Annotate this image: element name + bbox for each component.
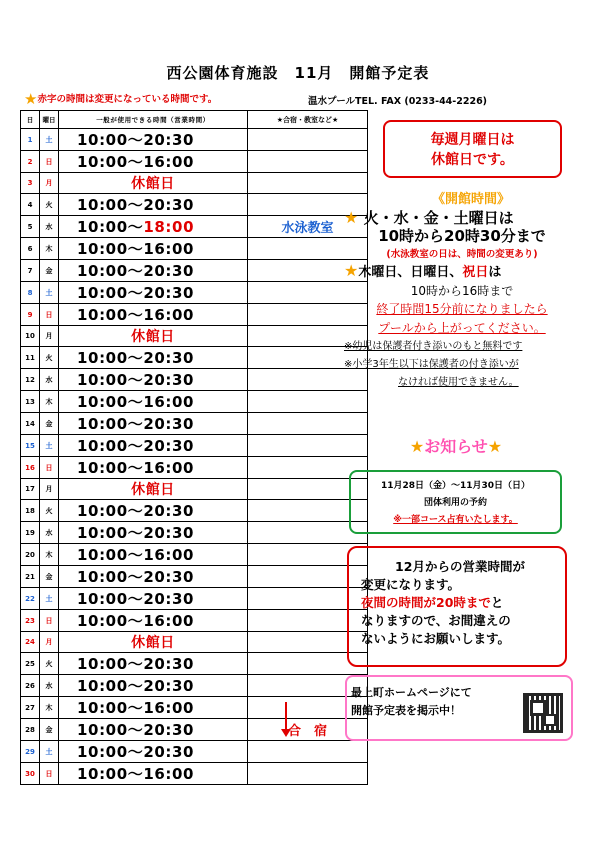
hours-cell: 10:00～16:00	[59, 697, 248, 719]
schedule-table	[20, 110, 368, 785]
weekday-cell: 月	[40, 173, 59, 194]
hours-line4a: 木曜日、日曜日、	[358, 265, 463, 280]
hours-cell: 休館日	[59, 326, 248, 347]
day-cell: 1	[21, 129, 40, 151]
weekday-cell: 月	[40, 632, 59, 653]
hours-line5: 10時から16時まで	[410, 284, 514, 298]
header-day: 日	[21, 111, 40, 129]
news-title	[346, 434, 566, 457]
hours-title: 《開館時間》	[431, 192, 510, 207]
weekday-cell: 水	[40, 522, 59, 544]
subheader	[24, 90, 584, 108]
hours-cell: 休館日	[59, 173, 248, 194]
hours-line4b: 祝日	[462, 265, 489, 280]
day-cell: 9	[21, 304, 40, 326]
change-line3: 夜間の時間が20時まで	[361, 595, 491, 610]
day-cell: 30	[21, 763, 40, 785]
change-line5: ないようにお願いします。	[361, 631, 511, 646]
day-cell: 24	[21, 632, 40, 653]
star-icon: ★	[24, 90, 38, 108]
weekday-cell: 金	[40, 719, 59, 741]
hours-cell: 10:00～20:30	[59, 500, 248, 522]
day-cell: 5	[21, 216, 40, 238]
weekday-cell: 金	[40, 413, 59, 435]
hours-cell: 10:00～20:30	[59, 369, 248, 391]
closed-day-line1: 毎週月曜日は	[430, 132, 515, 148]
weekday-cell: 土	[40, 435, 59, 457]
table-row	[21, 675, 368, 697]
day-cell: 28	[21, 719, 40, 741]
hours-change-box	[347, 546, 567, 667]
hours-cell: 休館日	[59, 479, 248, 500]
day-cell: 6	[21, 238, 40, 260]
table-row	[21, 304, 368, 326]
table-row	[21, 435, 368, 457]
event-cell	[248, 129, 368, 151]
day-cell: 10	[21, 326, 40, 347]
weekday-cell: 土	[40, 282, 59, 304]
hours-cell: 10:00～16:00	[59, 544, 248, 566]
table-row	[21, 610, 368, 632]
booking-line3: ※一部コース占有いたします。	[393, 515, 518, 525]
event-cell: 水泳教室	[248, 216, 368, 238]
weekday-cell: 火	[40, 500, 59, 522]
hours-cell: 休館日	[59, 632, 248, 653]
header-hours: 一般が使用できる時間（営業時間）	[59, 111, 248, 129]
day-cell: 13	[21, 391, 40, 413]
day-cell: 25	[21, 653, 40, 675]
day-cell: 14	[21, 413, 40, 435]
table-row	[21, 216, 368, 238]
hours-cell: 10:00～16:00	[59, 151, 248, 173]
table-row	[21, 741, 368, 763]
hours-cell: 10:00～20:30	[59, 413, 248, 435]
weekday-cell: 土	[40, 129, 59, 151]
hours-cell: 10:00～20:30	[59, 566, 248, 588]
hours-cell: 10:00～20:30	[59, 282, 248, 304]
weekday-cell: 木	[40, 544, 59, 566]
table-row	[21, 763, 368, 785]
hours-start: 10:00～	[77, 218, 144, 236]
star-icon: ★	[344, 261, 359, 280]
hours-cell: 10:00～20:30	[59, 435, 248, 457]
event-cell	[248, 391, 368, 413]
change-line3b: と	[490, 595, 504, 610]
hours-cell: 10:00～20:30	[59, 588, 248, 610]
arrow-line	[285, 702, 287, 732]
weekday-cell: 月	[40, 479, 59, 500]
day-cell: 21	[21, 566, 40, 588]
hours-line6: 終了時間15分前になりましたら	[376, 302, 548, 316]
table-row	[21, 238, 368, 260]
weekday-cell: 日	[40, 610, 59, 632]
hours-line4c: は	[488, 265, 502, 280]
day-cell: 16	[21, 457, 40, 479]
table-row	[21, 151, 368, 173]
hours-end-changed: 18:00	[143, 218, 195, 236]
day-cell: 26	[21, 675, 40, 697]
hours-line7: プールから上がってください。	[378, 321, 546, 335]
qr-code-icon[interactable]	[523, 693, 563, 733]
hours-cell: 10:00～20:30	[59, 129, 248, 151]
day-cell: 3	[21, 173, 40, 194]
table-header-row	[21, 111, 368, 129]
hours-cell: 10:00～16:00	[59, 610, 248, 632]
header-weekday: 曜日	[40, 111, 59, 129]
table-row	[21, 479, 368, 500]
hours-cell: 10:00～16:00	[59, 304, 248, 326]
change-line1: 12月からの営業時間が	[395, 559, 525, 574]
day-cell: 19	[21, 522, 40, 544]
weekday-cell: 日	[40, 763, 59, 785]
weekday-cell: 水	[40, 675, 59, 697]
hours-note3: なければ使用できません。	[398, 377, 519, 388]
hours-note1: ※幼児は保護者付き添いのもと無料です	[344, 341, 523, 352]
day-cell: 15	[21, 435, 40, 457]
booking-line1: 11月28日（金）～11月30日（日）	[380, 481, 531, 491]
star-icon: ★	[344, 208, 359, 227]
day-cell: 17	[21, 479, 40, 500]
hours-line2: 10時から20時30分まで	[378, 227, 546, 245]
day-cell: 12	[21, 369, 40, 391]
homepage-line1: 最上町ホームページにて	[351, 686, 472, 699]
hours-note2: ※小学3年生以下は保護者の付き添いが	[344, 359, 519, 370]
table-row	[21, 653, 368, 675]
weekday-cell: 火	[40, 347, 59, 369]
event-cell	[248, 763, 368, 785]
star-icon: ★	[409, 437, 425, 456]
hours-cell: 10:00～16:00	[59, 763, 248, 785]
contact-info: 温水プールTEL. FAX (0233-44-2226)	[308, 96, 488, 107]
weekday-cell: 土	[40, 588, 59, 610]
table-row	[21, 369, 368, 391]
hours-line3: (水泳教室の日は、時間の変更あり)	[386, 249, 538, 260]
table-row	[21, 194, 368, 216]
weekday-cell: 火	[40, 653, 59, 675]
weekday-cell: 水	[40, 216, 59, 238]
event-cell	[248, 151, 368, 173]
table-row	[21, 522, 368, 544]
hours-cell: 10:00～20:30	[59, 260, 248, 282]
weekday-cell: 木	[40, 391, 59, 413]
event-cell: 合 宿	[248, 719, 368, 741]
hours-cell: 10:00～16:00	[59, 391, 248, 413]
table-row	[21, 457, 368, 479]
news-title-text: お知らせ	[424, 437, 488, 456]
weekday-cell: 金	[40, 260, 59, 282]
hours-cell: 10:00～20:30	[59, 719, 248, 741]
group-booking-box	[349, 470, 562, 534]
weekday-cell: 火	[40, 194, 59, 216]
day-cell: 18	[21, 500, 40, 522]
weekday-cell: 月	[40, 326, 59, 347]
red-time-notice: 赤字の時間は変更になっている時間です。	[37, 94, 218, 105]
day-cell: 7	[21, 260, 40, 282]
hours-cell: 10:00～20:30	[59, 741, 248, 763]
page-title: 西公園体育施設 11月 開館予定表	[166, 64, 430, 82]
hours-cell: 10:00～20:30	[59, 194, 248, 216]
day-cell: 22	[21, 588, 40, 610]
hours-cell	[59, 216, 248, 238]
weekday-cell: 水	[40, 369, 59, 391]
event-cell	[248, 413, 368, 435]
table-row	[21, 544, 368, 566]
change-line4: なりますので、お間違えの	[361, 613, 511, 628]
table-row	[21, 413, 368, 435]
closed-day-line2: 休館日です。	[431, 152, 514, 168]
weekday-cell: 日	[40, 151, 59, 173]
hours-cell: 10:00～20:30	[59, 522, 248, 544]
table-row	[21, 129, 368, 151]
weekday-cell: 木	[40, 238, 59, 260]
change-line2: 変更になります。	[361, 577, 461, 592]
day-cell: 23	[21, 610, 40, 632]
table-row	[21, 632, 368, 653]
day-cell: 11	[21, 347, 40, 369]
day-cell: 20	[21, 544, 40, 566]
hours-cell: 10:00～20:30	[59, 347, 248, 369]
table-row	[21, 326, 368, 347]
table-row	[21, 391, 368, 413]
weekday-cell: 日	[40, 457, 59, 479]
opening-hours-section	[344, 188, 580, 392]
table-row	[21, 588, 368, 610]
hours-line1: 火・水・金・土曜日は	[363, 209, 514, 227]
day-cell: 27	[21, 697, 40, 719]
weekday-cell: 木	[40, 697, 59, 719]
day-cell: 4	[21, 194, 40, 216]
header-events: ★合宿・教室など★	[248, 111, 368, 129]
table-row	[21, 566, 368, 588]
weekday-cell: 日	[40, 304, 59, 326]
hours-cell: 10:00～16:00	[59, 457, 248, 479]
table-row	[21, 500, 368, 522]
booking-line2: 団体利用の予約	[423, 498, 487, 508]
homepage-box	[345, 675, 573, 741]
hours-cell: 10:00～20:30	[59, 675, 248, 697]
day-cell: 29	[21, 741, 40, 763]
arrow-down-icon	[281, 729, 291, 737]
star-icon: ★	[487, 437, 503, 456]
table-row	[21, 260, 368, 282]
weekday-cell: 金	[40, 566, 59, 588]
hours-cell: 10:00～20:30	[59, 653, 248, 675]
table-row	[21, 282, 368, 304]
event-cell	[248, 741, 368, 763]
table-row	[21, 173, 368, 194]
table-row	[21, 347, 368, 369]
closed-day-box	[383, 120, 562, 178]
day-cell: 2	[21, 151, 40, 173]
hours-cell: 10:00～16:00	[59, 238, 248, 260]
table-row	[21, 719, 368, 741]
day-cell: 8	[21, 282, 40, 304]
table-row	[21, 697, 368, 719]
weekday-cell: 土	[40, 741, 59, 763]
homepage-line2: 開館予定表を掲示中！	[351, 704, 461, 717]
